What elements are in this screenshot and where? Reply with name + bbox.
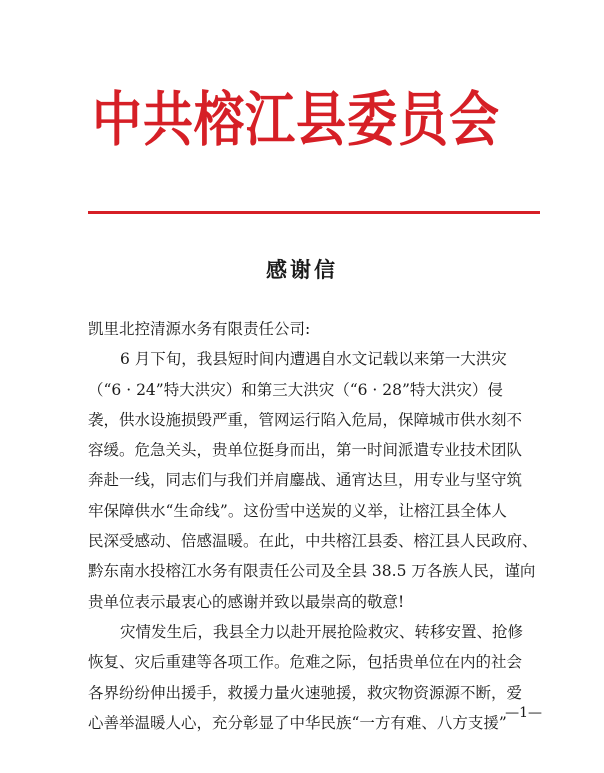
letter-body — [88, 314, 552, 738]
paragraph-1-line: （“6 · 24”特大洪灾）和第三大洪灾（“6 · 28”特大洪灾）侵 — [88, 380, 503, 399]
document-title: 感谢信 — [266, 257, 338, 282]
paragraph-1-line: 民深受感动、倍感温暖。在此，中共榕江县委、榕江县人民政府、 — [88, 532, 538, 551]
salutation: 凯里北控清源水务有限责任公司: — [88, 320, 311, 338]
paragraph-2-line: 各界纷纷伸出援手，救援力量火速驰援，救灾物资源源不断，爱 — [88, 683, 523, 702]
red-divider-line — [88, 211, 540, 214]
paragraph-1-line: 黔东南水投榕江水务有限责任公司及全县 38.5 万各族人民，谨向 — [88, 562, 536, 581]
paragraph-2-line: 恢复、灾后重建等各项工作。危难之际，包括贵单位在内的社会 — [88, 653, 523, 672]
paragraph-1-line: 贵单位表示最衷心的感谢并致以最崇高的敬意! — [88, 592, 405, 611]
page-number: —1— — [505, 705, 542, 721]
paragraph-2-line: 心善举温暖人心，充分彰显了中华民族“一方有难、八方支援” — [88, 713, 507, 732]
paragraph-1-line: 6 月下旬，我县短时间内遭遇自水文记载以来第一大洪灾 — [120, 350, 507, 369]
paragraph-1-line: 容缓。危急关头，贵单位挺身而出，第一时间派遣专业技术团队 — [88, 441, 523, 460]
paragraph-1-line: 奔赴一线，同志们与我们并肩鏖战、通宵达旦，用专业与坚守筑 — [88, 471, 523, 490]
paragraph-2-line: 灾情发生后，我县全力以赴开展抢险救灾、转移安置、抢修 — [120, 622, 524, 641]
paragraph-1-line: 牢保障供水“生命线”。这份雪中送炭的义举，让榕江县全体人 — [88, 501, 507, 520]
organization-header: 中共榕江县委员会 — [92, 84, 500, 155]
paragraph-1-line: 袭，供水设施损毁严重，管网运行陷入危局，保障城市供水刻不 — [88, 410, 523, 429]
